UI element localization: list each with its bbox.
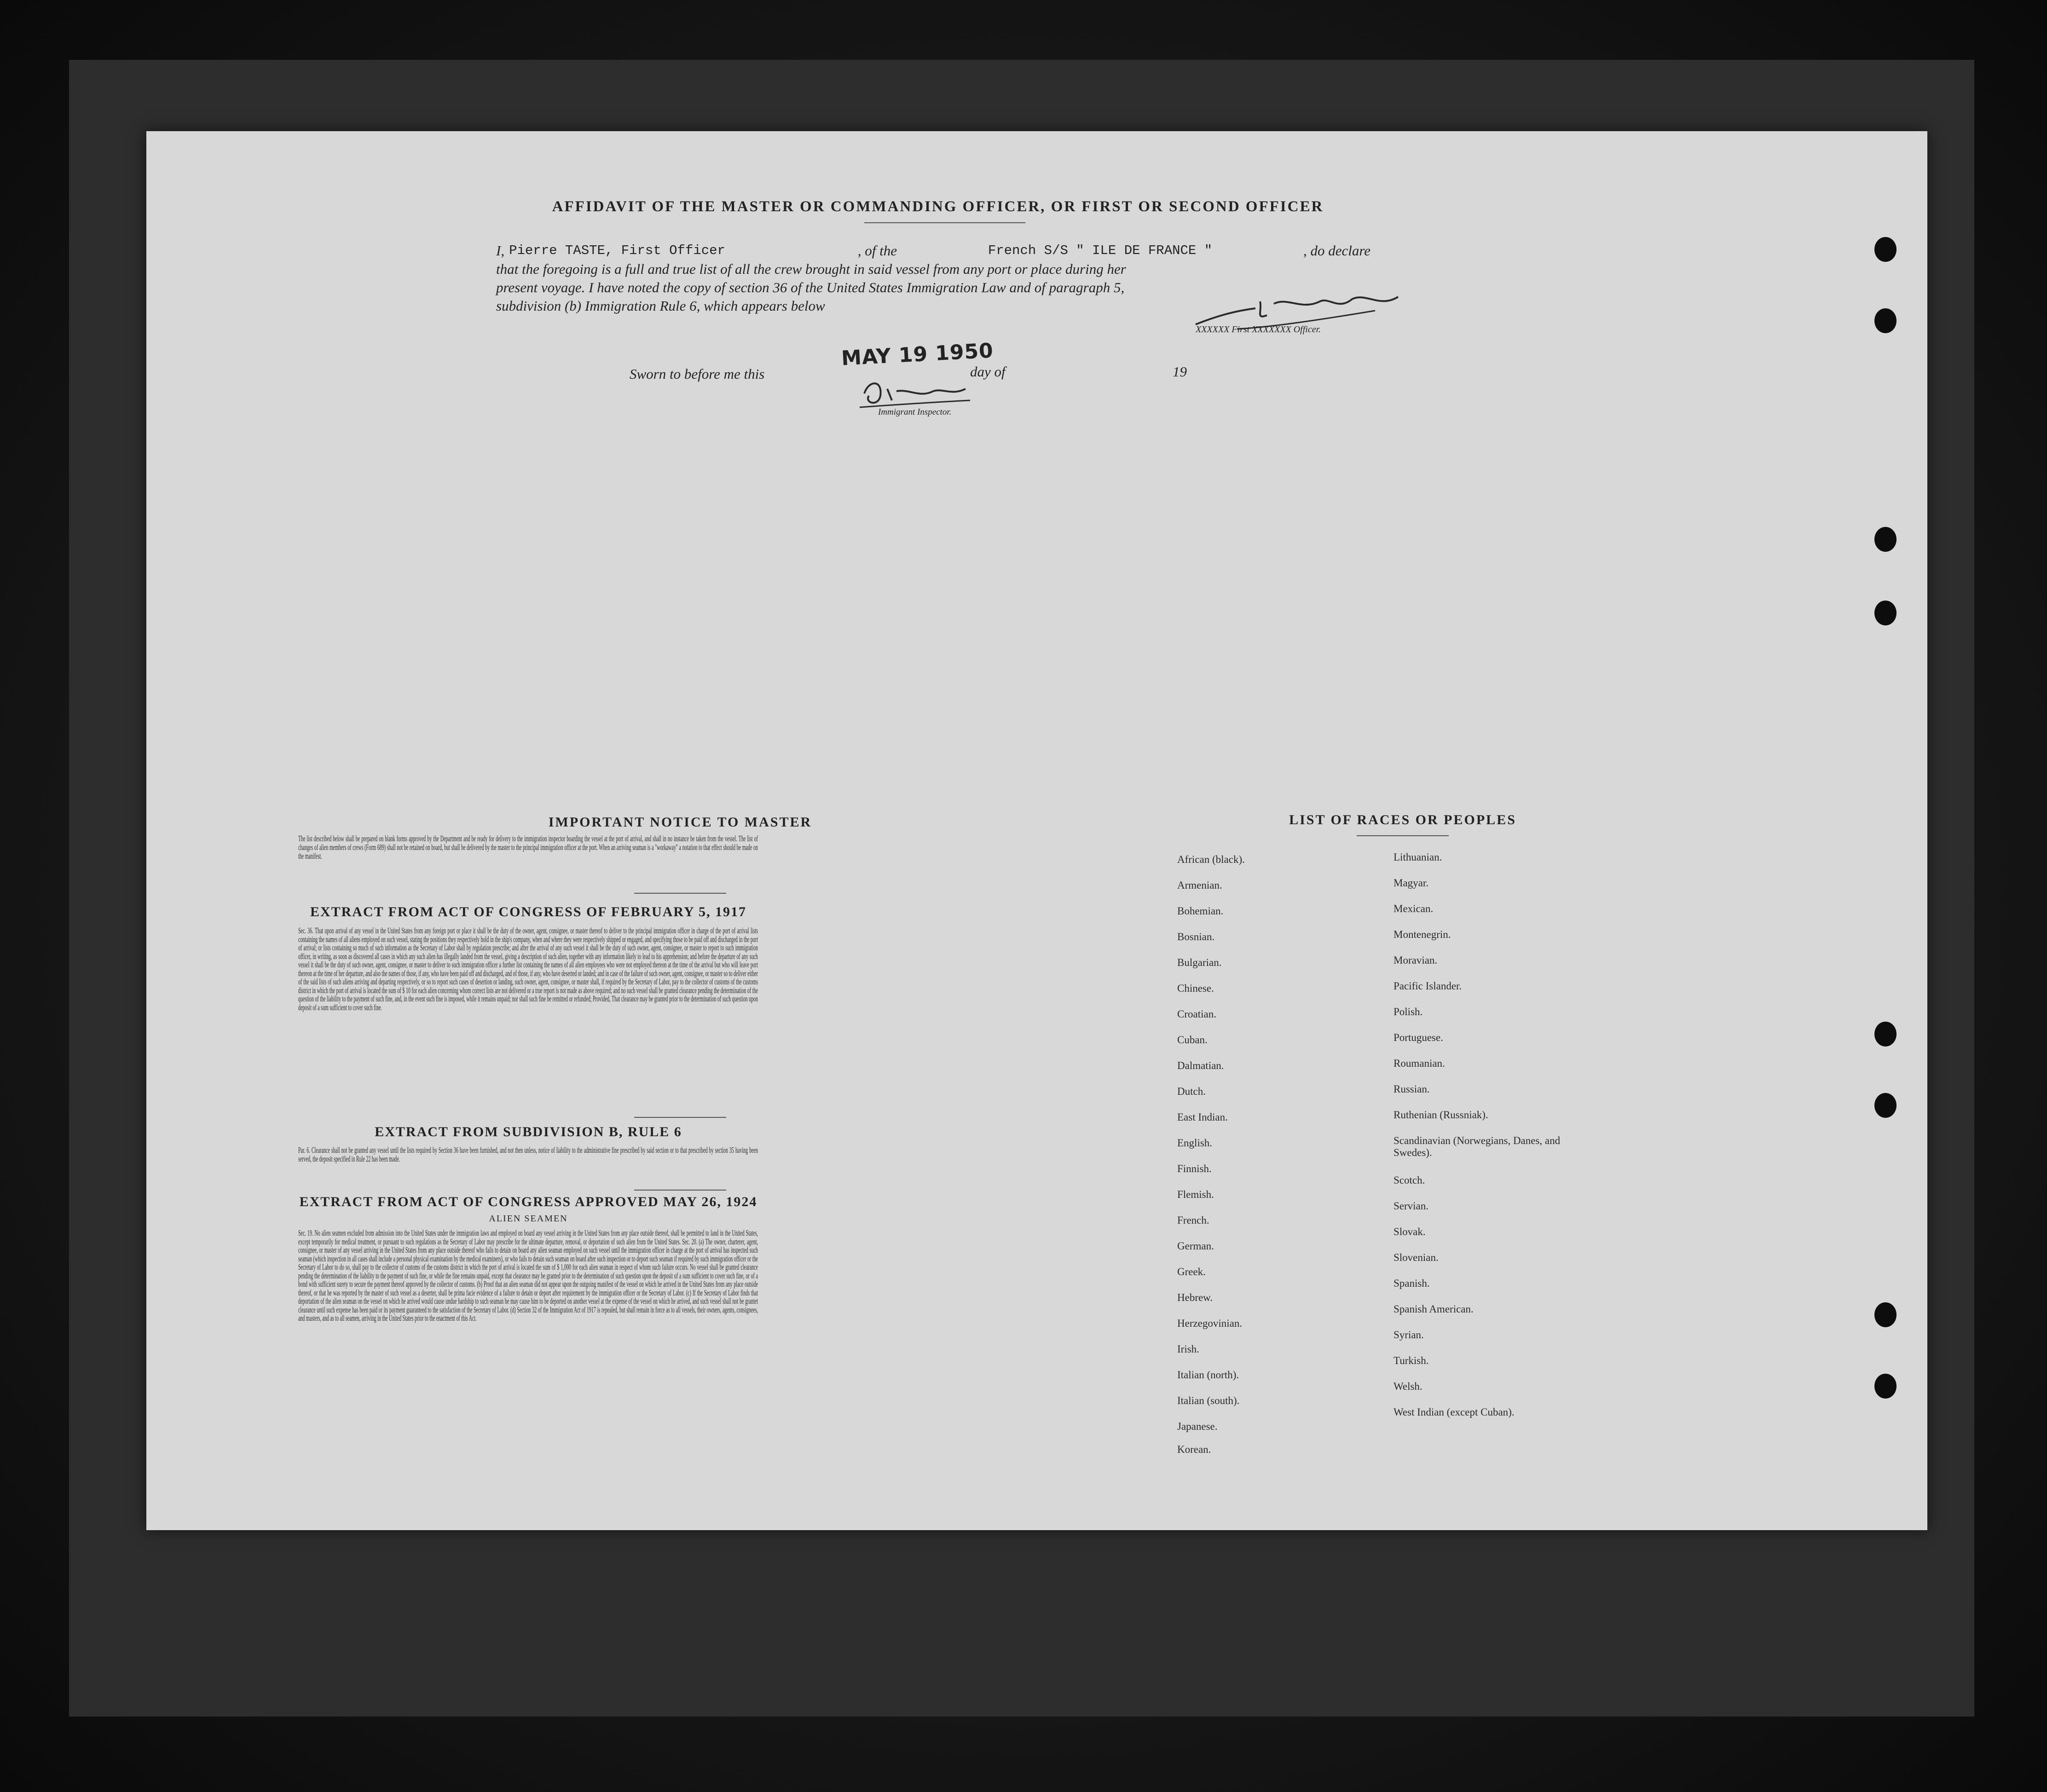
alien-seamen-subheading: ALIEN SEAMEN	[489, 1214, 568, 1224]
race-item: Welsh.	[1394, 1381, 1422, 1392]
vessel-name: French S/S " ILE DE FRANCE "	[988, 243, 1213, 258]
race-item: Lithuanian.	[1394, 851, 1442, 863]
race-item: Croatian.	[1177, 1008, 1216, 1020]
race-item: Finnish.	[1177, 1163, 1212, 1174]
race-item: English.	[1177, 1137, 1213, 1149]
race-item: Roumanian.	[1394, 1058, 1445, 1069]
races-heading: LIST OF RACES OR PEOPLES	[1289, 812, 1516, 827]
race-item: French.	[1177, 1214, 1209, 1226]
race-item: Bohemian.	[1177, 905, 1224, 917]
punch-hole	[1874, 601, 1897, 625]
do-declare-text: , do declare	[1303, 243, 1370, 259]
race-item: Ruthenian (Russniak).	[1394, 1109, 1488, 1121]
punch-hole	[1874, 1374, 1897, 1399]
race-item: Servian.	[1394, 1200, 1429, 1212]
of-the-text: , of the	[857, 243, 897, 259]
extract-1917-heading: EXTRACT FROM ACT OF CONGRESS OF FEBRUARY 5, 1917	[310, 904, 747, 919]
punch-hole	[1874, 527, 1897, 552]
race-item: Dutch.	[1177, 1086, 1206, 1097]
date-stamp: MAY 19 1950	[840, 339, 994, 370]
race-item: Russian.	[1394, 1083, 1430, 1095]
punch-hole	[1874, 1302, 1897, 1327]
punch-hole	[1874, 1022, 1897, 1046]
race-item: Polish.	[1394, 1006, 1423, 1017]
officer-caption: XXXXXX First XXXXXXX Officer.	[1196, 324, 1321, 335]
race-item: German.	[1177, 1240, 1214, 1252]
race-item: Turkish.	[1394, 1355, 1429, 1366]
race-item: East Indian.	[1177, 1111, 1228, 1123]
section-rule	[634, 893, 726, 894]
punch-hole	[1874, 237, 1897, 262]
race-item: Korean.	[1177, 1444, 1211, 1455]
race-item: Japanese.	[1177, 1421, 1218, 1432]
rule-6-heading: EXTRACT FROM SUBDIVISION B, RULE 6	[375, 1124, 682, 1139]
race-item: Bulgarian.	[1177, 957, 1222, 968]
punch-hole	[1874, 1093, 1897, 1118]
race-item: Moravian.	[1394, 954, 1438, 966]
race-item: Mexican.	[1394, 903, 1434, 914]
section-rule	[634, 1117, 726, 1118]
section-rule	[634, 1190, 726, 1191]
race-item: Scotch.	[1394, 1174, 1425, 1186]
affidavit-heading: AFFIDAVIT OF THE MASTER OR COMMANDING OFFICER, OR FIRST OR SECOND OFFICER	[552, 198, 1324, 215]
race-item: Bosnian.	[1177, 931, 1215, 942]
affidavit-line-1	[496, 242, 1370, 260]
inspector-signature	[855, 375, 975, 412]
declarant-name: Pierre TASTE, First Officer	[509, 243, 725, 258]
extract-1917-text: Sec. 36. That upon arrival of any vessel in the United States from any foreign port or place it shall be the duty of the owner, agent, consignee, or master thereof to deliver to the principal immigration officer in charge of the port of arrival lists containing the names of all aliens employed on such vessel, stating the positions they respectively hold in the ship's company, when and where they were respectively shipped or engaged, and specifying those to be paid off and discharged in the port of arrival; or lists containing so much of such information as the Secretary of Labor shall by regulation prescribe; and after the arrival of any such vessel it shall be the duty of such owner, agent, consignee, or master to report to such immigration officer, in writing, as soon as discovered all cases in which any such alien has illegally landed from the vessel, giving a description of such alien, together with any information likely to lead to his apprehension; and before the departure of any such vessel it shall be the duty of such owner, agent, consignee, or master to deliver to such immigration officer a further list containing the names of all alien employees who were not employed thereon at the time of the arrival but who will leave port thereon at the time of her departure, and also the names of those, if any, who have been paid off and discharged, and of those, if any, who have deserted or landed; and in case of the failure of such owner, agent, consignee, or master so to deliver either of the said lists of such aliens arriving and departing respectively, or so to report such cases of desertion or landing, such owner, agent, consignee, or master shall, if required by the Secretary of Labor, pay to the collector of customs of the customs district in which the port of arrival is located the sum of $ 10 for each alien concerning whom correct lists are not delivered or a true report is not made as above required; and no such vessel shall be granted clearance pending the determination of the question of the liability to the payment of such fine, and, in the event such fine is imposed, while it remains unpaid; nor shall such fine be remitted or refunded; Provided, That clearance may be granted prior to the determination of such question upon deposit of a sum sufficient to cover such fine.	[298, 926, 758, 1012]
affidavit-line-3: present voyage. I have noted the copy of section 36 of the United States Immigration Law and of paragraph 5,	[496, 279, 1125, 295]
year-prefix: 19	[1173, 364, 1187, 380]
race-item: Scandinavian (Norwegians, Danes, and Swedes).	[1394, 1135, 1561, 1158]
extract-1924-heading: EXTRACT FROM ACT OF CONGRESS APPROVED MAY 26, 1924	[299, 1194, 758, 1209]
race-item: Italian (north).	[1177, 1369, 1239, 1381]
race-item: Spanish American.	[1394, 1303, 1474, 1315]
race-item: Syrian.	[1394, 1329, 1424, 1341]
race-item: Italian (south).	[1177, 1395, 1240, 1406]
declarant-pronoun: I,	[496, 243, 505, 259]
day-of-text: day of	[970, 364, 1006, 380]
race-item: West Indian (except Cuban).	[1394, 1406, 1515, 1418]
race-item: Hebrew.	[1177, 1292, 1213, 1303]
race-item: Slovenian.	[1394, 1252, 1439, 1263]
race-item: African (black).	[1177, 854, 1245, 865]
inspector-caption: Immigrant Inspector.	[878, 407, 952, 417]
race-item: Spanish.	[1394, 1278, 1430, 1289]
heading-rule	[864, 222, 1025, 223]
rule-6-text: Par. 6. Clearance shall not be granted any vessel until the lists required by Section 36 have been furnished, and not then unless, notice of liability to the administrative fine prescribed by said section or to that prescribed by section 35 having been served, the deposit specified in Rule 22 has been made.	[298, 1145, 758, 1163]
race-item: Armenian.	[1177, 879, 1222, 891]
notice-text: The list described below shall be prepared on blank forms approved by the Department and be ready for delivery to the immigration inspector boarding the vessel at the port of arrival, and shall in no instance be taken from the vessel. The list of changes of alien members of crews (Form 689) shall not be retained on board, but shall be delivered by the master to the principal immigration officer at the port. When an arriving seaman is a "workaway" a notation to that effect should be made on the manifest.	[298, 834, 758, 861]
race-item: Herzegovinian.	[1177, 1318, 1243, 1329]
race-item: Montenegrin.	[1394, 929, 1451, 940]
race-item: Magyar.	[1394, 877, 1429, 889]
race-item: Dalmatian.	[1177, 1060, 1224, 1071]
race-item: Irish.	[1177, 1343, 1199, 1355]
sworn-text: Sworn to before me this	[630, 366, 765, 382]
race-item: Greek.	[1177, 1266, 1206, 1278]
affidavit-line-4: subdivision (b) Immigration Rule 6, which appears below	[496, 298, 825, 314]
affidavit-line-2: that the foregoing is a full and true list of all the crew brought in said vessel from any port or place during her	[496, 261, 1126, 277]
races-rule	[1357, 835, 1449, 836]
race-item: Pacific Islander.	[1394, 980, 1462, 992]
race-item: Portuguese.	[1394, 1032, 1443, 1043]
race-item: Slovak.	[1394, 1226, 1426, 1237]
race-item: Flemish.	[1177, 1189, 1214, 1200]
race-item: Chinese.	[1177, 983, 1214, 994]
extract-1924-text: Sec. 19. No alien seamen excluded from admission into the United States under the immigration laws and employed on board any vessel arriving in the United States from any place outside thereof, shall be permitted to land in the United States, except temporarily for medical treatment, or pursuant to such regulations as the Secretary of Labor may prescribe for the ultimate departure, removal, or deportation of such alien from the United States. Sec. 20. (a) The owner, charterer, agent, consignee, or master of any vessel arriving in the United States from any place outside thereof who fails to detain on board any alien seaman employed on such vessel until the immigration officer in charge at the port of arrival has inspected such seaman (which inspection in all cases shall include a personal physical examination by the medical examiners), or who fails to detain such seaman on board after such inspection or to deport such seaman if required by such immigration officer or the Secretary of Labor to do so, shall pay to the collector of customs of the customs district in which the port of arrival is located the sum of $ 1,000 for each alien seaman in respect of whom such failure occurs. No vessel shall be granted clearance pending the determination of the liability to the payment of such fine, or while the fine remains unpaid, except that clearance may be granted prior to the determination of such question upon the deposit of a sum sufficient to cover such fine, or of a bond with sufficient surety to secure the payment thereof approved by the collector of customs. (b) Proof that an alien seaman did not appear upon the outgoing manifest of the vessel on which he arrived in the United States from any place outside thereof, or that he was reported by the master of such vessel as a deserter, shall be prima facie evidence of a failure to detain or deport after requirement by the immigration officer or the Secretary of Labor. (c) If the Secretary of Labor finds that deportation of the alien seaman on the vessel on which he arrived would cause undue hardship to such seaman he may cause him to be deported on another vessel at the expense of the vessel on which he arrived, and such vessel shall not be grantet clearance until such expense has been paid or its payment guaranteed to the satisfaction of the Secretary of Labor. (d) Section 32 of the Immigration Act of 1917 is repealed, but shall remain in force as to all vessels, their owners, agents, consignees, and masters, and as to all seamen, arriving in the United States prior to the enactment of this Act.	[298, 1228, 758, 1323]
notice-heading: IMPORTANT NOTICE TO MASTER	[548, 815, 812, 830]
punch-hole	[1874, 308, 1897, 333]
manifest-page	[146, 131, 1927, 1530]
race-item: Cuban.	[1177, 1034, 1208, 1046]
